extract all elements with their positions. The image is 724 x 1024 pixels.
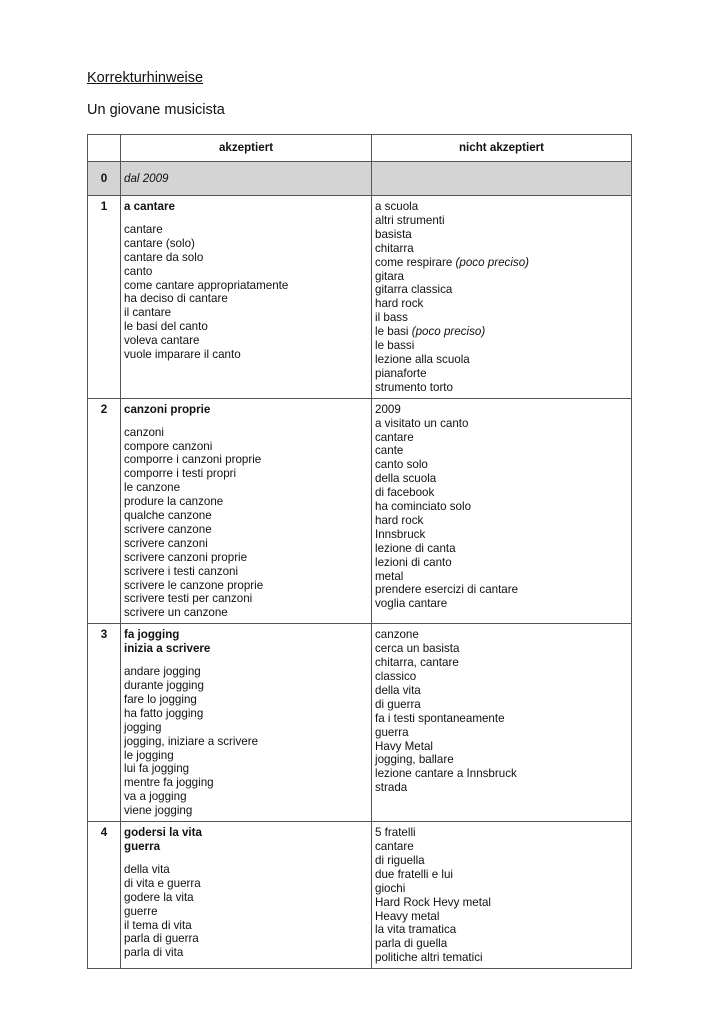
accepted-answer: il tema di vita <box>124 918 192 932</box>
not-accepted-answer: altri strumenti <box>375 213 445 227</box>
not-accepted-answer: le bassi <box>375 339 415 353</box>
not-accepted-answer: Havy Metal <box>375 739 433 753</box>
not-accepted-answer: hard rock <box>375 513 424 527</box>
accepted-answer: cantare (solo) <box>124 236 195 250</box>
accepted-answer: ha deciso di cantare <box>124 292 228 306</box>
accepted-answer: della vita <box>124 862 170 876</box>
accepted-answer: scrivere i testi canzoni <box>124 564 239 578</box>
spacer <box>124 214 368 223</box>
accepted-answer: le basi del canto <box>124 320 208 334</box>
table-row <box>88 624 632 822</box>
not-accepted-answer: canto solo <box>375 458 428 472</box>
not-accepted-answer: voglia cantare <box>375 597 448 611</box>
accepted-answer: ha fatto jogging <box>124 706 204 720</box>
row-number: 0 <box>88 162 121 196</box>
spacer <box>124 854 368 863</box>
accepted-answer: le canzone <box>124 481 181 495</box>
accepted-answer: canzoni <box>124 425 164 439</box>
accepted-answer: jogging, iniziare a scrivere <box>124 734 259 748</box>
accepted-answer: comporre i canzoni proprie <box>124 453 262 467</box>
accepted-answer: godere la vita <box>124 890 194 904</box>
accepted-answer: di vita e guerra <box>124 876 201 890</box>
not-accepted-answer: basista <box>375 227 412 241</box>
accepted-answer: parla di vita <box>124 946 184 960</box>
not-accepted-cell <box>372 398 632 624</box>
table-row <box>88 398 632 624</box>
not-accepted-answer: canzone <box>375 628 419 642</box>
accepted-answer: canto <box>124 264 153 278</box>
accepted-answer: scrivere canzoni proprie <box>124 550 248 564</box>
document-title: Korrekturhinweise <box>87 70 204 86</box>
not-accepted-answer: gitara <box>375 269 405 283</box>
table-header-row <box>88 135 632 162</box>
row-number: 2 <box>88 398 121 624</box>
table-row <box>88 822 632 969</box>
accepted-answer: compore canzoni <box>124 439 213 453</box>
row-number: 1 <box>88 196 121 399</box>
accepted-answer-heading: inizia a scrivere <box>124 642 211 656</box>
accepted-answer: produre la canzone <box>124 495 224 509</box>
not-accepted-answer: Innsbruck <box>375 527 426 541</box>
not-accepted-answer: di guerra <box>375 697 421 711</box>
not-accepted-answer: due fratelli e lui <box>375 867 453 881</box>
not-accepted-cell <box>372 624 632 822</box>
not-accepted-answer: lezione di canta <box>375 541 456 555</box>
accepted-answer: fare lo jogging <box>124 692 197 706</box>
accepted-answer: jogging <box>124 720 162 734</box>
not-accepted-answer: pianaforte <box>375 366 427 380</box>
correction-table <box>87 134 632 969</box>
not-accepted-cell <box>372 196 632 399</box>
header-number <box>88 135 121 162</box>
accepted-answer: guerre <box>124 904 158 918</box>
accepted-answer: va a jogging <box>124 790 187 804</box>
accepted-answer: durante jogging <box>124 679 204 692</box>
not-accepted-answer: gitarra classica <box>375 283 453 297</box>
accepted-cell <box>121 822 372 969</box>
accepted-answer: scrivere testi per canzoni <box>124 592 253 606</box>
not-accepted-answer: chitarra <box>375 241 414 255</box>
not-accepted-answer: classico <box>375 670 417 683</box>
not-accepted-answer: ha cominciato solo <box>375 500 472 514</box>
not-accepted-answer: parla di guella <box>375 937 448 951</box>
accepted-answer: viene jogging <box>124 804 193 818</box>
accepted-answer: il cantare <box>124 306 172 320</box>
accepted-answer: parla di guerra <box>124 932 199 946</box>
document-subtitle: Un giovane musicista <box>87 102 225 118</box>
not-accepted-answer: di facebook <box>375 486 435 500</box>
not-accepted-cell <box>372 822 632 969</box>
table-row <box>88 162 632 196</box>
accepted-answer: scrivere canzoni <box>124 536 208 550</box>
not-accepted-answer: metal <box>375 569 404 583</box>
accepted-answer: comporre i testi propri <box>124 467 237 481</box>
accepted-answer: cantare <box>124 222 163 236</box>
not-accepted-answer: le basi (poco preciso) <box>375 325 486 339</box>
accepted-answer-heading: guerra <box>124 839 161 853</box>
accepted-answer: vuole imparare il canto <box>124 348 241 362</box>
not-accepted-answer: giochi <box>375 881 406 895</box>
not-accepted-answer: della vita <box>375 683 421 697</box>
accepted-note: dal 2009 <box>121 162 372 196</box>
accepted-answer-heading: fa jogging <box>124 628 180 642</box>
not-accepted-answer: strumento torto <box>375 380 453 394</box>
not-accepted-answer: jogging, ballare <box>375 753 454 767</box>
not-accepted-answer: la vita tramatica <box>375 923 457 937</box>
accepted-answer: come cantare appropriatamente <box>124 278 289 292</box>
accepted-answer: lui fa jogging <box>124 762 190 776</box>
not-accepted-answer: il bass <box>375 311 408 325</box>
not-accepted-answer: hard rock <box>375 297 424 311</box>
not-accepted-answer: Heavy metal <box>375 909 440 923</box>
accepted-answer: scrivere un canzone <box>124 606 228 620</box>
not-accepted-answer: prendere esercizi di cantare <box>375 583 519 597</box>
accepted-answer: le jogging <box>124 748 174 762</box>
accepted-answer: mentre fa jogging <box>124 776 214 790</box>
not-accepted-answer: chitarra, cantare <box>375 656 459 670</box>
accepted-answer: qualche canzone <box>124 509 212 523</box>
header-not-accepted: nicht akzeptiert <box>372 135 632 162</box>
accepted-answer: scrivere le canzone proprie <box>124 578 264 592</box>
not-accepted-answer: guerra <box>375 725 409 739</box>
not-accepted-answer: di riguella <box>375 853 425 867</box>
not-accepted-answer: politiche altri tematici <box>375 951 483 965</box>
accepted-cell <box>121 624 372 822</box>
not-accepted-answer: come respirare (poco preciso) <box>375 255 530 269</box>
accepted-answer: cantare da solo <box>124 250 204 264</box>
accepted-answer-heading: a cantare <box>124 200 175 213</box>
accepted-answer: voleva cantare <box>124 334 200 348</box>
row-number: 4 <box>88 822 121 969</box>
accepted-answer-heading: godersi la vita <box>124 826 202 840</box>
not-accepted-answer: fa i testi spontaneamente <box>375 711 505 725</box>
accepted-cell <box>121 196 372 399</box>
table-body <box>88 162 632 969</box>
not-accepted-answer: cantare <box>375 430 414 444</box>
not-accepted-answer: a visitato un canto <box>375 416 469 430</box>
not-accepted-answer: della scuola <box>375 472 437 486</box>
not-accepted-answer: lezioni di canto <box>375 555 452 569</box>
spacer <box>124 656 368 665</box>
not-accepted-answer: cantare <box>375 839 414 853</box>
row-number: 3 <box>88 624 121 822</box>
accepted-cell <box>121 398 372 624</box>
not-accepted-answer: Hard Rock Hevy metal <box>375 895 491 909</box>
accepted-answer: andare jogging <box>124 665 201 679</box>
accepted-answer: scrivere canzone <box>124 522 212 536</box>
not-accepted-answer: strada <box>375 781 408 795</box>
spacer <box>124 417 368 426</box>
not-accepted-answer: cerca un basista <box>375 642 460 656</box>
not-accepted-answer: cante <box>375 444 404 458</box>
not-accepted-answer: lezione cantare a Innsbruck <box>375 767 517 781</box>
table-row <box>88 196 632 399</box>
not-accepted-cell <box>372 162 632 196</box>
not-accepted-answer: a scuola <box>375 200 419 213</box>
header-accepted: akzeptiert <box>121 135 372 162</box>
not-accepted-answer: 2009 <box>375 402 401 416</box>
accepted-answer-heading: canzoni proprie <box>124 402 211 416</box>
not-accepted-answer: lezione alla scuola <box>375 352 470 366</box>
not-accepted-answer: 5 fratelli <box>375 826 416 840</box>
